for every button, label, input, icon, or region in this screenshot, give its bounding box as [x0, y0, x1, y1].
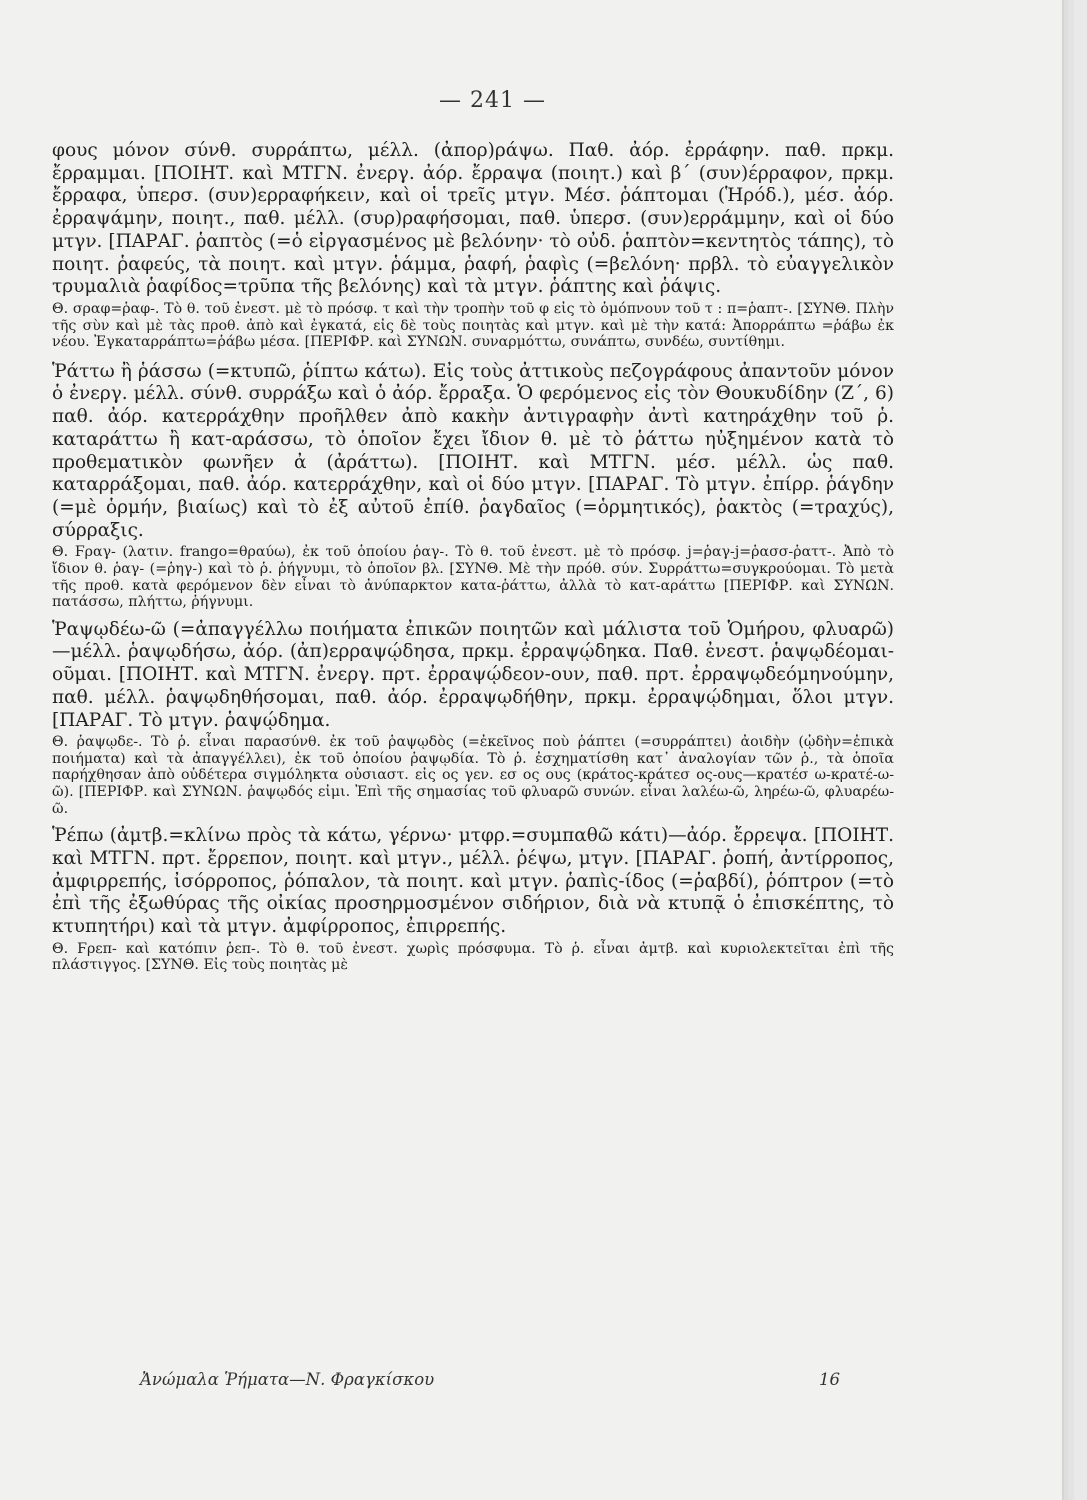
page-footer	[140, 1370, 840, 1389]
entry-rapto-main: φους μόνον σύνθ. συρράπτω, μέλλ. (ἀπορ)ράψω. Παθ. ἀόρ. ἐρράφην. παθ. πρκμ. ἔρραμμαι. [ΠΟΙΗΤ. καὶ ΜΤΓΝ. ἐνεργ. ἀόρ. ἔρραψα (ποιητ.) καὶ β΄ (συν)έρραφον, πρκμ. ἔρραφα, ὑπερσ. (συν)ερραφήκειν, καὶ οἱ τρεῖς μτγν. Μέσ. ῥάπτομαι (Ἡρόδ.), μέσ. ἀόρ. ἐρραψάμην, ποιητ., παθ. μέλλ. (συρ)ραφήσομαι, παθ. ὑπερσ. (συν)ερράμμην, καὶ οἱ δύο μτγν. [ΠΑΡΑΓ. ῥαπτὸς (=ὁ εἰργασμένος μὲ βελόνην· τὸ οὐδ. ῥαπτὸν=κεντητὸς τάπης), τὸ ποιητ. ῥαφεύς, τὰ ποιητ. καὶ μτγν. ῥάμμα, ῥαφή, ῥαφὶς (=βελόνη· πρβλ. τὸ εὐαγγελικὸν τρυμαλιὰ ῥαφίδος=τρῦπα τῆς βελόνης) καὶ τὰ μτγν. ῥάπτης καὶ ῥάψις.	[52, 140, 894, 298]
footer-title: Ἀνώμαλα Ῥήματα—Ν. Φραγκίσκου	[140, 1370, 435, 1389]
entry-ratto-note: Θ. Ϝραγ- (λατιν. frango=θραύω), ἐκ τοῦ ὁποίου ῥαγ-. Τὸ θ. τοῦ ἐνεστ. μὲ τὸ πρόσφ. j=ῥαγ-j=ῥασσ-ῥαττ-. Ἀπὸ τὸ ἴδιον θ. ῥαγ- (=ῥηγ-) καὶ τὸ ῥ. ῥήγνυμι, τὸ ὁποῖον βλ. [ΣΥΝΘ. Μὲ τὴν πρόθ. σύν. Συρράττω=συγκρούομαι. Τὸ μετὰ τῆς προθ. κατὰ φερόμενον δὲν εἶναι τὸ ἀνύπαρκτον κατα-ῥάττω, ἀλλὰ τὸ κατ-αράττω [ΠΕΡΙΦΡ. καὶ ΣΥΝΩΝ. πατάσσω, πλήττω, ῥήγνυμι.	[52, 544, 894, 611]
entry-rapsodeo-main: Ῥαψῳδέω-ῶ (=ἀπαγγέλλω ποιήματα ἐπικῶν ποιητῶν καὶ μάλιστα τοῦ Ὁμήρου, φλυαρῶ)—μέλλ. ῥαψῳδήσω, ἀόρ. (ἀπ)ερραψῴδησα, πρκμ. ἐρραψῴδηκα. Παθ. ἐνεστ. ῥαψῳδέομαι-οῦμαι. [ΠΟΙΗΤ. καὶ ΜΤΓΝ. ἐνεργ. πρτ. ἐρραψῴδεον-ουν, παθ. πρτ. ἐρραψῳδεόμηνούμην, παθ. μέλλ. ῥαψῳδηθήσομαι, παθ. ἀόρ. ἐρραψῳδήθην, πρκμ. ἐρραψῴδημαι, ὅλοι μτγν. [ΠΑΡΑΓ. Τὸ μτγν. ῥαψῴδημα.	[52, 618, 894, 731]
page-number: — 241 —	[439, 88, 546, 113]
entry-rapsodeo-note: Θ. ῥαψῳδε-. Τὸ ῥ. εἶναι παρασύνθ. ἐκ τοῦ ῥαψῳδὸς (=ἐκεῖνος ποὺ ῥάπτει (=συρράπτει) ἀοιδὴν (ᾠδὴν=ἐπικὰ ποιήματα) καὶ τὰ ἀπαγγέλλει), ἐκ τοῦ ὁποίου ῥαψῳδία. Τὸ ῥ. ἐσχηματίσθη κατ᾿ ἀναλογίαν τῶν ῥ., τὰ ὁποῖα παρήχθησαν ἀπὸ οὐδέτερα σιγμόληκτα οὐσιαστ. εἰς ος γεν. εσ ος ους (κράτος-κράτεσ ος-ους—κρατέσ ω-κρατέ-ω-ῶ). [ΠΕΡΙΦΡ. καὶ ΣΥΝΩΝ. ῥαψῳδός εἰμι. Ἐπὶ τῆς σημασίας τοῦ φλυαρῶ συνών. εἶναι λαλέω-ῶ, ληρέω-ῶ, φλυαρέω-ῶ.	[52, 734, 894, 817]
entry-ratto-main: Ῥάττω ἢ ῥάσσω (=κτυπῶ, ῥίπτω κάτω). Εἰς τοὺς ἀττικοὺς πεζογράφους ἀπαντοῦν μόνον ὁ ἐνεργ. μέλλ. σύνθ. συρράξω καὶ ὁ ἀόρ. ἔρραξα. Ὁ φερόμενος εἰς τὸν Θουκυδίδην (Ζ΄, 6) παθ. ἀόρ. κατερράχθην προῆλθεν ἀπὸ κακὴν ἀντιγραφὴν ἀντὶ κατηράχθην τοῦ ῥ. καταράττω ἢ κατ-αράσσω, τὸ ὁποῖον ἔχει ἴδιον θ. μὲ τὸ ῥάττω ηὐξημένον κατὰ τὸ προθεματικὸν φωνῆεν ἀ (ἀράττω). [ΠΟΙΗΤ. καὶ ΜΤΓΝ. μέσ. μέλλ. ὡς παθ. καταρράξομαι, παθ. ἀόρ. κατερράχθην, καὶ οἱ δύο μτγν. [ΠΑΡΑΓ. Τὸ μτγν. ἐπίρρ. ῥάγδην (=μὲ ὁρμήν, βιαίως) καὶ τὸ ἐξ αὐτοῦ ἐπίθ. ῥαγδαῖος (=ὁρμητικός), ῥακτὸς (=τραχύς), σύρραξις.	[52, 360, 894, 541]
entry-repo-note: Θ. Ϝρεπ- καὶ κατόπιν ῥεπ-. Τὸ θ. τοῦ ἐνεστ. χωρὶς πρόσφυμα. Τὸ ῥ. εἶναι ἀμτβ. καὶ κυριολεκτεῖται ἐπὶ τῆς πλάστιγγος. [ΣΥΝΘ. Εἰς τοὺς ποιητὰς μὲ	[52, 940, 894, 974]
entry-rapto-note: Θ. σραφ=ῥαφ-. Τὸ θ. τοῦ ἐνεστ. μὲ τὸ πρόσφ. τ καὶ τὴν τροπὴν τοῦ φ εἰς τὸ ὁμόπνουν τοῦ τ : π=ῥαπτ-. [ΣΥΝΘ. Πλὴν τῆς σὺν καὶ μὲ τὰς προθ. ἀπὸ καὶ ἐγκατά, εἰς δὲ τοὺς ποιητὰς καὶ μτγν. καὶ μὲ τὴν κατά: Ἀπορράπτω =ῥάβω ἐκ νέου. Ἐγκαταρράπτω=ῥάβω μέσα. [ΠΕΡΙΦΡ. καὶ ΣΥΝΩΝ. συναρμόττω, συνάπτω, συνδέω, συντίθημι.	[52, 300, 894, 351]
footer-sheet-number: 16	[819, 1370, 840, 1389]
entry-repo-main: Ῥέπω (ἀμτβ.=κλίνω πρὸς τὰ κάτω, γέρνω· μτφρ.=συμπαθῶ κάτι)—ἀόρ. ἔρρεψα. [ΠΟΙΗΤ. καὶ ΜΤΓΝ. πρτ. ἔρρεπον, ποιητ. καὶ μτγν., μέλλ. ῥέψω, μτγν. [ΠΑΡΑΓ. ῥοπή, ἀντίρροπος, ἀμφιρρεπής, ἰσόρροπος, ῥόπαλον, τὰ ποιητ. καὶ μτγν. ῥαπὶς-ίδος (=ῥαβδί), ῥόπτρον (=τὸ ἐπὶ τῆς ἐξωθύρας τῆς οἰκίας προσηρμοσμένον σιδήριον, διὰ νὰ κτυπᾷ ὁ ἐπισκέπτης, τὸ κτυπητήρι) καὶ τὰ μτγν. ἀμφίρροπος, ἐπιρρεπής.	[52, 825, 894, 937]
page-text	[52, 140, 894, 974]
